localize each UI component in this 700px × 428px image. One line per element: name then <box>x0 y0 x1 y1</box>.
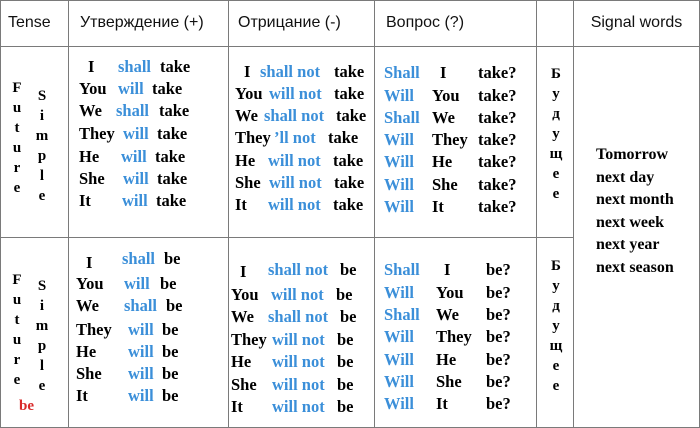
negative-verb: take <box>334 84 365 103</box>
negative-verb: be <box>337 397 354 416</box>
affirmative-aux: will <box>128 364 154 383</box>
side-label-2: Б у д у щ е е <box>549 258 563 394</box>
negative-aux: will not <box>272 352 325 371</box>
affirmative-row: It <box>79 191 91 210</box>
question-aux: Will <box>384 152 414 171</box>
question-pronoun: It <box>436 394 448 413</box>
question-verb: take? <box>478 108 517 127</box>
question-verb: be? <box>486 327 511 346</box>
header-question <box>386 0 464 46</box>
header-tense <box>8 0 51 46</box>
signal-word: next week <box>596 213 664 231</box>
question-aux: Will <box>384 394 414 413</box>
negative-row: She <box>235 173 261 192</box>
affirmative-row: He <box>76 342 97 361</box>
signal-words-list <box>596 144 674 279</box>
negative-row: It <box>231 397 243 416</box>
negative-verb: take <box>333 151 364 170</box>
affirmative-row: I <box>88 57 95 76</box>
question-pronoun: She <box>432 175 458 194</box>
affirmative-verb: take <box>152 79 183 98</box>
negative-row: They <box>235 128 271 147</box>
negative-verb: be <box>340 307 357 326</box>
signal-word: next year <box>596 236 660 253</box>
affirmative-verb: take <box>157 169 188 188</box>
negative-aux: shall not <box>260 62 321 81</box>
question-verb: be? <box>486 305 511 324</box>
question-verb: take? <box>478 152 517 171</box>
negative-row: She <box>231 375 257 394</box>
question-verb: take? <box>478 197 517 216</box>
negative-verb: take <box>334 62 365 81</box>
question-aux: Will <box>384 86 414 105</box>
affirmative-aux: will <box>118 79 144 98</box>
negative-aux: shall not <box>268 307 329 326</box>
affirmative-verb: be <box>166 296 183 315</box>
grid-line-v2 <box>228 0 229 428</box>
tense-label-simple-1: S i m p l e <box>35 88 49 204</box>
question-verb: be? <box>486 394 511 413</box>
affirmative-verb: be <box>162 386 179 405</box>
tense-label-simple-2: S i m p l e <box>35 278 49 394</box>
affirmative-aux: shall <box>122 249 156 268</box>
grid-line-v5 <box>573 0 574 428</box>
grid-line-header <box>0 46 700 47</box>
header-tense-label: Tense <box>8 14 51 31</box>
question-aux: Will <box>384 327 414 346</box>
negative-aux: will not <box>268 195 321 214</box>
signal-word: Tomorrow <box>596 146 668 163</box>
grid-line-v4 <box>536 0 537 428</box>
signal-word: next month <box>596 191 674 208</box>
header-negative-label: Отрицание (-) <box>238 14 341 31</box>
affirmative-aux: shall <box>124 296 158 315</box>
question-aux: Shall <box>384 260 420 279</box>
affirmative-aux: will <box>128 342 154 361</box>
question-verb: be? <box>486 372 511 391</box>
signal-word: next season <box>596 258 674 276</box>
affirmative-verb: take <box>157 124 188 143</box>
question-pronoun: I <box>440 63 447 82</box>
question-aux: Will <box>384 130 414 149</box>
affirmative-verb: be <box>164 249 181 268</box>
affirmative-verb: be <box>162 320 179 339</box>
negative-row: I <box>240 262 247 281</box>
question-pronoun: They <box>432 130 468 149</box>
affirmative-aux: will <box>122 191 148 210</box>
tense-label-future-1: F u t u r e <box>12 80 22 196</box>
question-aux: Will <box>384 283 414 302</box>
negative-aux: will not <box>271 285 324 304</box>
question-verb: take? <box>478 130 517 149</box>
affirmative-verb: be <box>162 364 179 383</box>
negative-row: We <box>231 307 254 326</box>
question-verb: take? <box>478 63 517 82</box>
affirmative-verb: take <box>156 191 187 210</box>
signal-word: next day <box>596 168 655 186</box>
negative-verb: take <box>336 106 367 125</box>
negative-aux: ’ll not <box>274 128 316 147</box>
negative-aux: will not <box>272 330 325 349</box>
affirmative-aux: shall <box>118 57 152 76</box>
question-pronoun: You <box>432 86 460 105</box>
question-pronoun: He <box>432 152 453 171</box>
negative-row: We <box>235 106 258 125</box>
negative-row: He <box>231 352 252 371</box>
negative-aux: will not <box>269 173 322 192</box>
negative-verb: be <box>337 352 354 371</box>
header-question-label: Вопрос (?) <box>386 14 465 31</box>
affirmative-row: You <box>76 274 104 293</box>
negative-aux: will not <box>272 397 325 416</box>
affirmative-row: It <box>76 386 88 405</box>
grid-line-middle <box>0 237 573 238</box>
question-aux: Will <box>384 350 414 369</box>
question-pronoun: You <box>436 283 464 302</box>
negative-verb: take <box>328 128 359 147</box>
affirmative-verb: take <box>159 101 190 120</box>
grid-line-v3 <box>374 0 375 428</box>
affirmative-row: I <box>86 253 93 272</box>
question-pronoun: We <box>432 108 455 127</box>
negative-aux: will not <box>269 84 322 103</box>
negative-verb: be <box>337 330 354 349</box>
affirmative-aux: will <box>123 124 149 143</box>
negative-aux: shall not <box>264 106 325 125</box>
question-aux: Will <box>384 197 414 216</box>
header-negative <box>238 0 341 46</box>
affirmative-row: We <box>76 296 99 315</box>
affirmative-verb: be <box>162 342 179 361</box>
affirmative-row: She <box>79 169 105 188</box>
tense-label-future-2: F u t u r e <box>12 272 22 388</box>
affirmative-verb: be <box>160 274 177 293</box>
affirmative-aux: will <box>128 386 154 405</box>
affirmative-aux: will <box>123 169 149 188</box>
affirmative-row: They <box>79 124 115 143</box>
question-verb: be? <box>486 350 511 369</box>
question-pronoun: I <box>444 260 451 279</box>
affirmative-aux: will <box>128 320 154 339</box>
negative-row: I <box>244 62 251 81</box>
affirmative-row: They <box>76 320 112 339</box>
grid-line-v0 <box>0 0 1 428</box>
question-verb: be? <box>486 283 511 302</box>
grid-line-v1 <box>68 0 69 428</box>
question-pronoun: We <box>436 305 459 324</box>
affirmative-aux: will <box>121 147 147 166</box>
question-verb: take? <box>478 175 517 194</box>
question-pronoun: He <box>436 350 457 369</box>
header-affirmative <box>80 0 204 46</box>
question-pronoun: It <box>432 197 444 216</box>
header-signal-label: Signal words <box>590 14 683 31</box>
question-aux: Shall <box>384 63 420 82</box>
question-pronoun: They <box>436 327 472 346</box>
question-pronoun: She <box>436 372 462 391</box>
affirmative-row: We <box>79 101 102 120</box>
negative-verb: take <box>334 173 365 192</box>
affirmative-row: He <box>79 147 100 166</box>
negative-verb: be <box>336 285 353 304</box>
negative-aux: will not <box>272 375 325 394</box>
negative-row: You <box>235 84 263 103</box>
question-aux: Shall <box>384 108 420 127</box>
affirmative-row: She <box>76 364 102 383</box>
negative-row: You <box>231 285 259 304</box>
negative-row: They <box>231 330 267 349</box>
affirmative-verb: take <box>160 57 191 76</box>
negative-aux: will not <box>268 151 321 170</box>
header-signal-words <box>573 0 700 46</box>
header-affirmative-label: Утверждение (+) <box>80 14 204 31</box>
negative-verb: be <box>340 260 357 279</box>
affirmative-row: You <box>79 79 107 98</box>
question-aux: Will <box>384 372 414 391</box>
negative-row: He <box>235 151 256 170</box>
negative-verb: take <box>333 195 364 214</box>
side-label-1: Б у д у щ е е <box>549 66 563 202</box>
tense-extra-be: be <box>19 398 34 414</box>
negative-aux: shall not <box>268 260 329 279</box>
question-verb: be? <box>486 260 511 279</box>
affirmative-verb: take <box>155 147 186 166</box>
negative-row: It <box>235 195 247 214</box>
question-verb: take? <box>478 86 517 105</box>
question-aux: Shall <box>384 305 420 324</box>
affirmative-aux: will <box>124 274 150 293</box>
negative-verb: be <box>337 375 354 394</box>
question-aux: Will <box>384 175 414 194</box>
affirmative-aux: shall <box>116 101 150 120</box>
